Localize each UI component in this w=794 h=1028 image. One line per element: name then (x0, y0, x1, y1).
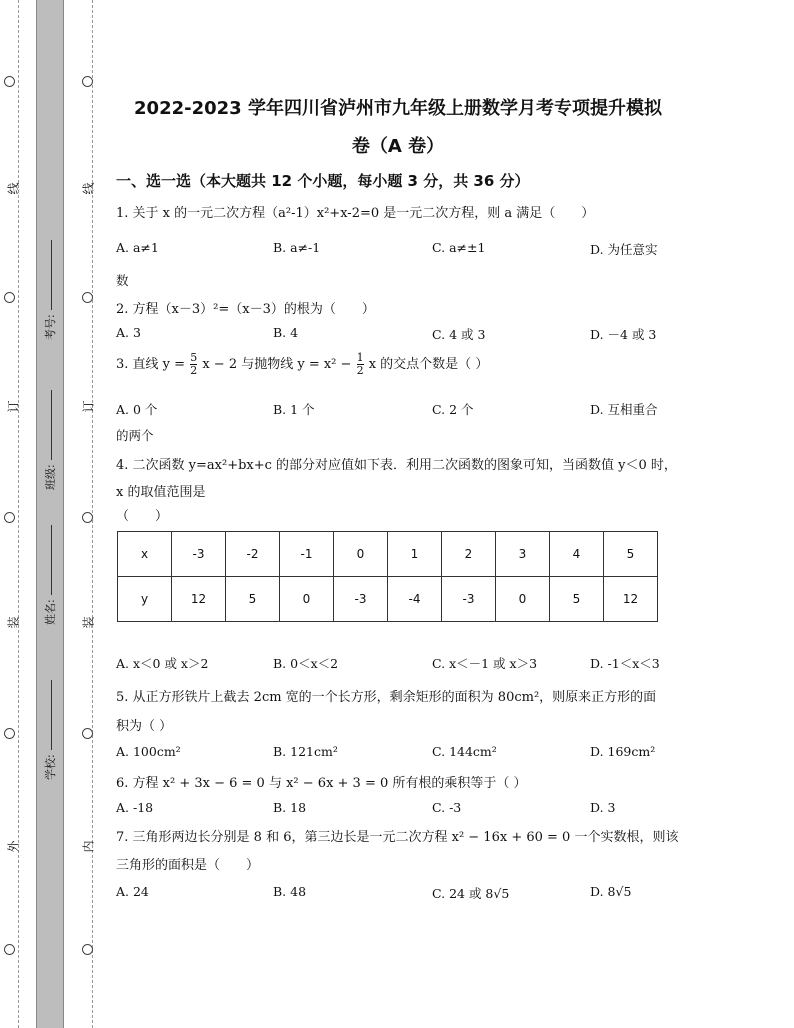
q7-option-d: D. 8√5 (590, 884, 632, 899)
question-2: 2. 方程（x－3）²=（x－3）的根为（ ） (116, 302, 375, 317)
question-4-line-2: x 的取值范围是 (116, 485, 206, 500)
binding-hole (82, 292, 93, 303)
q4-option-c: C. x＜－1 或 x＞3 (432, 656, 538, 671)
cut-line-outer (18, 0, 19, 1028)
table-cell: 12 (172, 577, 226, 622)
q2-option-b: B. 4 (273, 325, 299, 340)
school-field: 学校: (42, 680, 58, 780)
class-field: 班级: (42, 390, 58, 490)
q7-option-b: B. 48 (273, 884, 307, 899)
q7-option-a: A. 24 (116, 884, 149, 899)
q6-option-b: B. 18 (273, 800, 307, 815)
q7-option-c: C. 24 或 8√5 (432, 886, 510, 901)
table-cell: -2 (226, 532, 280, 577)
binding-hole (82, 944, 93, 955)
question-4-line-3: （ ） (116, 509, 169, 524)
table-row-y (118, 577, 658, 622)
title-line-1: 2022-2023 学年四川省泸州市九年级上册数学月考专项提升模拟 (134, 98, 662, 119)
q5-option-a: A. 100cm² (116, 744, 181, 759)
binding-hole (82, 76, 93, 87)
q1-option-b: B. a≠-1 (273, 240, 321, 255)
q3-text-post: x 的交点个数是（ ） (368, 357, 489, 372)
table-cell: -3 (334, 577, 388, 622)
q3-option-b: B. 1 个 (273, 402, 315, 417)
question-7-line-1: 7. 三角形两边长分别是 8 和 6，第三边长是一元二次方程 x² − 16x + 60 = 0 一个实数根，则该 (116, 830, 679, 845)
table-cell: -3 (442, 577, 496, 622)
binding-hole (82, 512, 93, 523)
table-cell: 0 (496, 577, 550, 622)
margin-char-xian: 线 (6, 182, 21, 195)
binding-margin (0, 0, 110, 1028)
question-5-line-1: 5. 从正方形铁片上截去 2cm 宽的一个长方形，剩余矩形的面积为 80cm²，则原来正方形的面 (116, 690, 657, 705)
q2-option-a: A. 3 (116, 325, 141, 340)
table-cell: 5 (226, 577, 280, 622)
binding-band (36, 0, 64, 1028)
table-cell: 5 (550, 577, 604, 622)
table-cell: -1 (280, 532, 334, 577)
table-cell: 1 (388, 532, 442, 577)
q6-option-a: A. -18 (116, 800, 154, 815)
binding-hole (82, 728, 93, 739)
q3-option-d: D. 互相重合 (590, 402, 658, 417)
q3-option-c: C. 2 个 (432, 402, 474, 417)
fraction-5-2: $\frac{5}{2}$ (190, 351, 198, 377)
q3-option-d-cont: 的两个 (116, 428, 154, 443)
margin-char-nei: 内 (81, 840, 96, 853)
table-cell: 5 (604, 532, 658, 577)
binding-hole (4, 292, 15, 303)
q6-option-d: D. 3 (590, 800, 616, 815)
question-3 (116, 352, 488, 377)
margin-char-ding: 订 (81, 400, 96, 413)
q5-option-c: C. 144cm² (432, 744, 497, 759)
q2-option-d: D. －4 或 3 (590, 327, 657, 342)
fraction-1-2: $\frac{1}{2}$ (356, 351, 364, 377)
margin-char-wai: 外 (6, 840, 21, 853)
binding-hole (4, 76, 15, 87)
question-7-line-2: 三角形的面积是（ ） (116, 858, 260, 873)
q3-text-mid: x − 2 与抛物线 y = x² − (202, 357, 352, 372)
value-table (117, 531, 658, 622)
binding-hole (4, 728, 15, 739)
table-cell: -3 (172, 532, 226, 577)
q6-option-c: C. -3 (432, 800, 462, 815)
table-cell: -4 (388, 577, 442, 622)
exam-number-field: 考号: (42, 240, 58, 340)
question-6: 6. 方程 x² + 3x − 6 = 0 与 x² − 6x + 3 = 0 所有根的乘积等于（ ） (116, 776, 527, 791)
binding-hole (4, 944, 15, 955)
exam-title (118, 90, 678, 166)
table-cell: 2 (442, 532, 496, 577)
q1-option-c: C. a≠±1 (432, 240, 486, 255)
q4-option-a: A. x＜0 或 x＞2 (116, 656, 209, 671)
q1-option-a: A. a≠1 (116, 240, 159, 255)
question-4-line-1: 4. 二次函数 y=ax²+bx+c 的部分对应值如下表．利用二次函数的图象可知，当函数值 y＜0 时， (116, 458, 677, 473)
margin-char-zhuang: 装 (81, 616, 96, 629)
margin-char-xian: 线 (81, 182, 96, 195)
table-row-x (118, 532, 658, 577)
table-cell: x (118, 532, 172, 577)
table-cell: 3 (496, 532, 550, 577)
q1-option-d: D. 为任意实 (590, 242, 658, 257)
q5-option-b: B. 121cm² (273, 744, 338, 759)
q3-text-pre: 3. 直线 y = (116, 357, 186, 372)
q2-option-c: C. 4 或 3 (432, 327, 486, 342)
question-1: 1. 关于 x 的一元二次方程（a²-1）x²+x-2=0 是一元二次方程，则 a 满足（ ） (116, 206, 595, 221)
margin-char-zhuang: 装 (6, 616, 21, 629)
q4-option-d: D. -1＜x＜3 (590, 656, 660, 671)
title-line-2: 卷（A 卷） (351, 136, 445, 157)
table-cell: 0 (334, 532, 388, 577)
table-cell: y (118, 577, 172, 622)
name-field: 姓名: (42, 525, 58, 625)
section-heading: 一、选一选（本大题共 12 个小题，每小题 3 分，共 36 分） (116, 172, 530, 190)
margin-char-ding: 订 (6, 400, 21, 413)
binding-hole (4, 512, 15, 523)
q3-option-a: A. 0 个 (116, 402, 158, 417)
table-cell: 4 (550, 532, 604, 577)
table-cell: 12 (604, 577, 658, 622)
q1-option-d-cont: 数 (116, 273, 129, 288)
question-5-line-2: 积为（ ） (116, 719, 173, 734)
q5-option-d: D. 169cm² (590, 744, 656, 759)
q4-option-b: B. 0＜x＜2 (273, 656, 339, 671)
table-cell: 0 (280, 577, 334, 622)
